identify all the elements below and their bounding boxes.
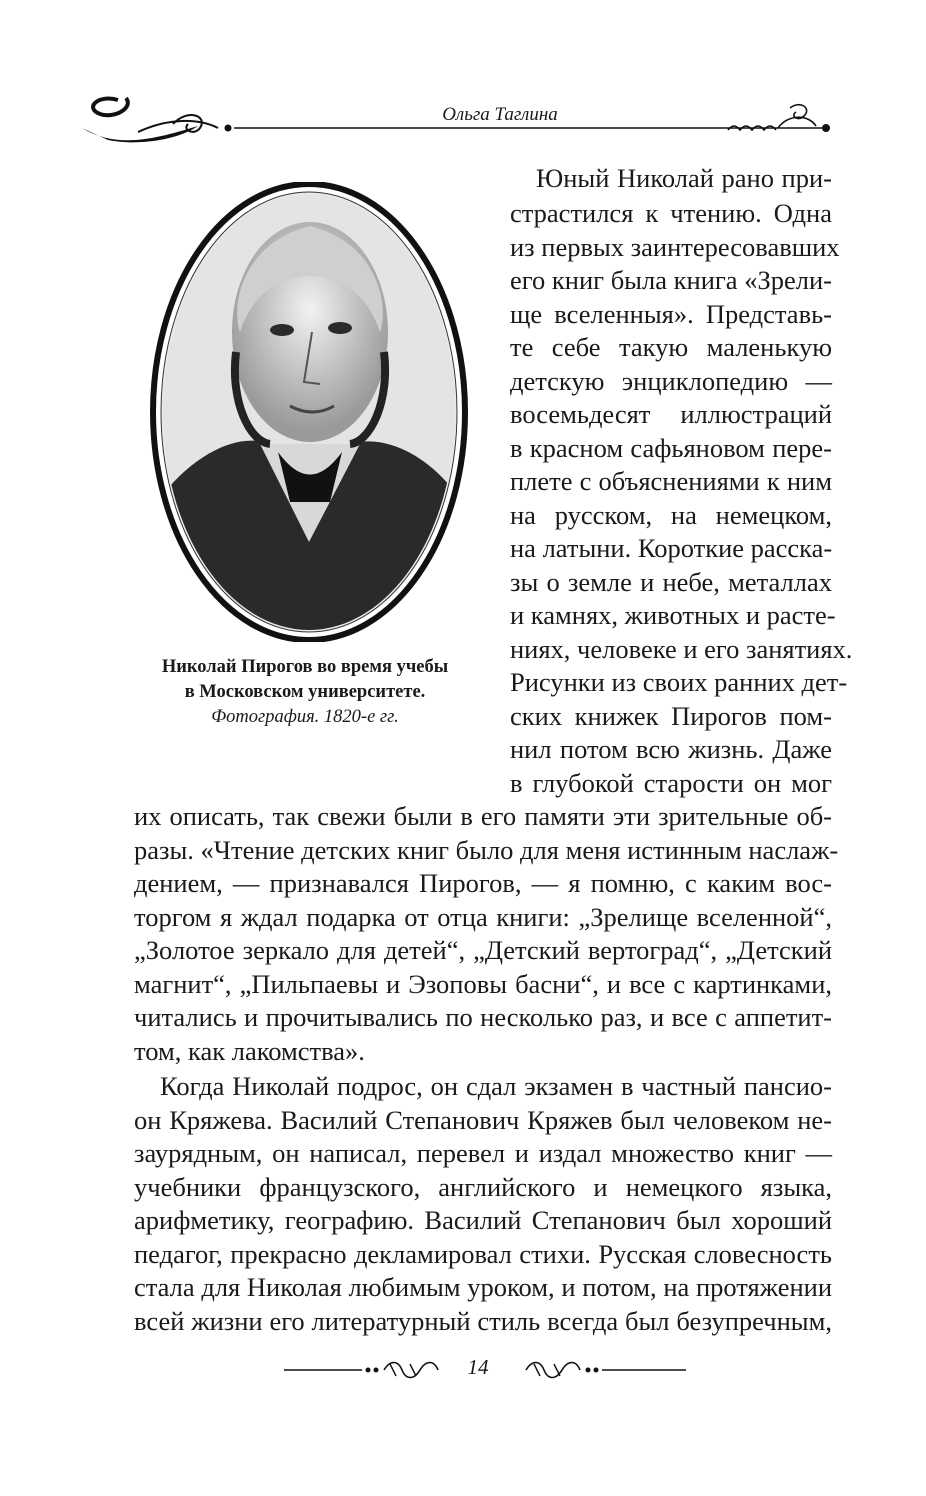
caption-credit: Фотография. 1820-е гг.: [211, 707, 399, 727]
text-line: Юный Николай рано при-: [536, 163, 832, 193]
text-line: зы о земле и небе, металлах: [510, 567, 832, 597]
text-line: страстился к чтению. Одна: [510, 198, 832, 228]
text-line: детскую энциклопедию —: [510, 366, 832, 396]
text-line: те себе такую маленькую: [510, 332, 832, 362]
caption-line: в Московском университете.: [184, 682, 426, 702]
text-line: Когда Николай подрос, он сдал экзамен в частный пансио-: [160, 1071, 832, 1101]
figure-caption: [120, 655, 490, 730]
text-line: арифметику, географию. Василий Степанович был хороший: [134, 1205, 832, 1235]
portrait-photo: [150, 182, 468, 642]
text-line: заурядным, он написал, перевел и издал множество книг —: [134, 1138, 832, 1168]
text-line: из первых заинтересовавших: [510, 232, 840, 262]
text-line: в красном сафьяновом пере-: [510, 433, 832, 463]
text-line: читались и прочитывались по несколько раз, и все с аппетит-: [134, 1002, 832, 1032]
text-line: „Золотое зеркало для детей“, „Детский вертоград“, „Детский: [134, 935, 832, 965]
text-line: ских книжек Пирогов пом-: [510, 701, 832, 731]
text-line: на русском, на немецком,: [510, 500, 832, 530]
text-line: на латыни. Короткие расска-: [510, 533, 833, 563]
text-line: дением, — признавался Пирогов, — я помню, с каким вос-: [134, 868, 832, 898]
text-line: педагог, прекрасно декламировал стихи. Русская словесность: [134, 1239, 832, 1269]
text-line: плете с объяснениями к ним: [510, 466, 832, 496]
text-line: и камнях, животных и расте-: [510, 600, 836, 630]
text-line: восемьдесят иллюстраций: [510, 399, 832, 429]
text-line: учебники французского, английского и немецкого языка,: [134, 1172, 832, 1202]
text-line: Рисунки из своих ранних дет-: [510, 667, 848, 697]
text-line: нил потом всю жизнь. Даже: [510, 734, 832, 764]
text-line: торгом я ждал подарка от отца книги: „Зрелище вселенной“,: [134, 902, 832, 932]
text-line: ще вселенныя». Представь-: [510, 299, 832, 329]
text-line: всей жизни его литературный стиль всегда был безупречным,: [134, 1306, 832, 1336]
page-number: 14: [467, 1355, 489, 1379]
text-line: он Кряжева. Василий Степанович Кряжев был человеком не-: [134, 1105, 832, 1135]
text-line: в глубокой старости он мог: [510, 768, 832, 798]
text-line: магнит“, „Пильпаевы и Эзоповы басни“, и все с картинками,: [134, 969, 832, 999]
text-line: его книг была книга «Зрели-: [510, 265, 832, 295]
running-title: Ольга Таглина: [442, 104, 558, 125]
text-line: том, как лакомства».: [134, 1036, 365, 1066]
text-line: разы. «Чтение детских книг было для меня истинным наслаж-: [134, 835, 839, 865]
text-line: ниях, человеке и его занятиях.: [510, 634, 853, 664]
text-line: стала для Николая любимым уроком, и потом, на протяжении: [134, 1272, 832, 1302]
caption-line: Николай Пирогов во время учебы: [161, 657, 449, 677]
text-line: их описать, так свежи были в его памяти эти зрительные об-: [134, 801, 832, 831]
